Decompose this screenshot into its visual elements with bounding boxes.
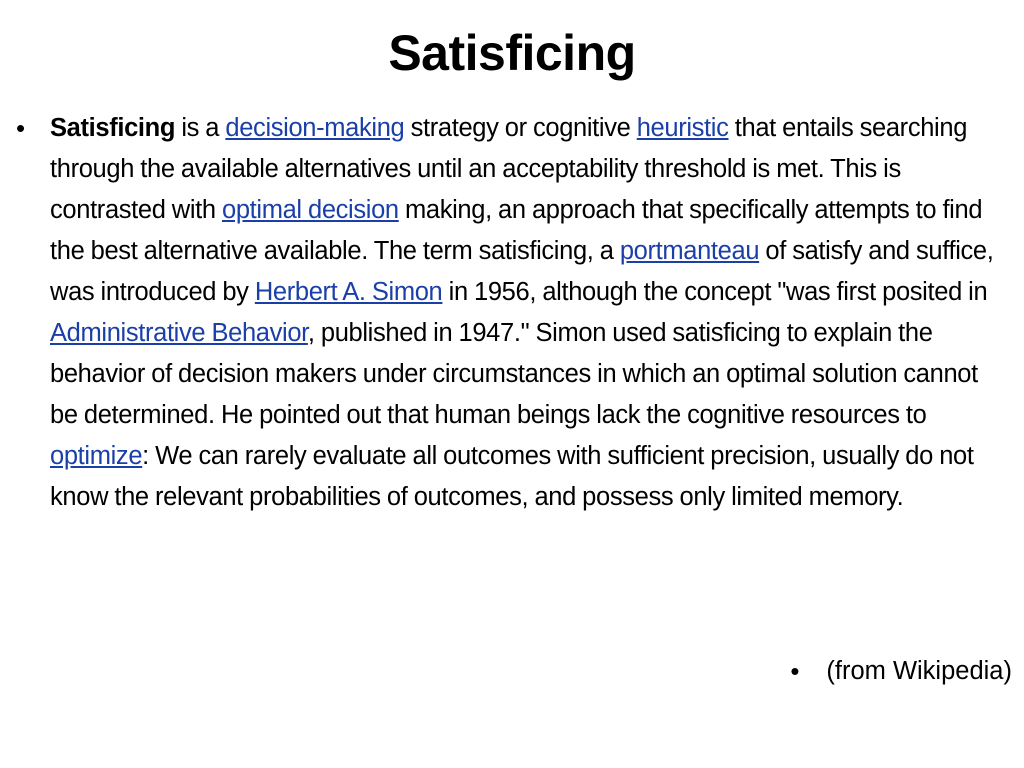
slide-title: Satisficing bbox=[388, 25, 636, 81]
link-decision-making[interactable]: decision-making bbox=[225, 114, 405, 142]
link-portmanteau[interactable]: portmanteau bbox=[619, 237, 760, 265]
slide-body bbox=[16, 108, 1016, 518]
text-segment: is a bbox=[175, 114, 226, 142]
bullet-item-source bbox=[790, 651, 1012, 692]
text-segment: that entails searching through the available alternatives until an acceptability threshold is met. This is contrasted with bbox=[50, 114, 968, 224]
text-segment: making, an approach that specifically attempts to find the best alternative available. The term satisficing, a bbox=[50, 196, 983, 265]
link-administrative-behavior[interactable]: Administrative Behavior bbox=[50, 319, 308, 347]
text-segment: strategy or cognitive bbox=[404, 114, 637, 142]
term-satisficing: Satisficing bbox=[50, 114, 176, 142]
text-segment: in 1956, although the concept "was first posited in bbox=[442, 278, 988, 306]
text-segment: : We can rarely evaluate all outcomes with sufficient precision, usually do not know the relevant probabilities of outcomes, and possess only limited memory. bbox=[50, 442, 974, 511]
link-optimize[interactable]: optimize bbox=[50, 442, 143, 470]
bullet-marker: • bbox=[790, 656, 800, 686]
source-attribution: (from Wikipedia) bbox=[826, 657, 1012, 685]
link-heuristic[interactable]: heuristic bbox=[636, 114, 729, 142]
bullet-item-definition bbox=[16, 108, 1016, 518]
bullet-marker: • bbox=[16, 113, 26, 143]
link-optimal-decision[interactable]: optimal decision bbox=[222, 196, 399, 224]
link-herbert-simon[interactable]: Herbert A. Simon bbox=[254, 278, 443, 306]
text-segment: of satisfy and suffice, was introduced by bbox=[50, 237, 994, 306]
text-segment: , published in 1947." Simon used satisficing to explain the behavior of decision makers under circumstances in which an optimal solution cannot be determined. He pointed out that human beings lack the cognitive resources to bbox=[50, 319, 978, 429]
definition-paragraph bbox=[50, 108, 1008, 518]
